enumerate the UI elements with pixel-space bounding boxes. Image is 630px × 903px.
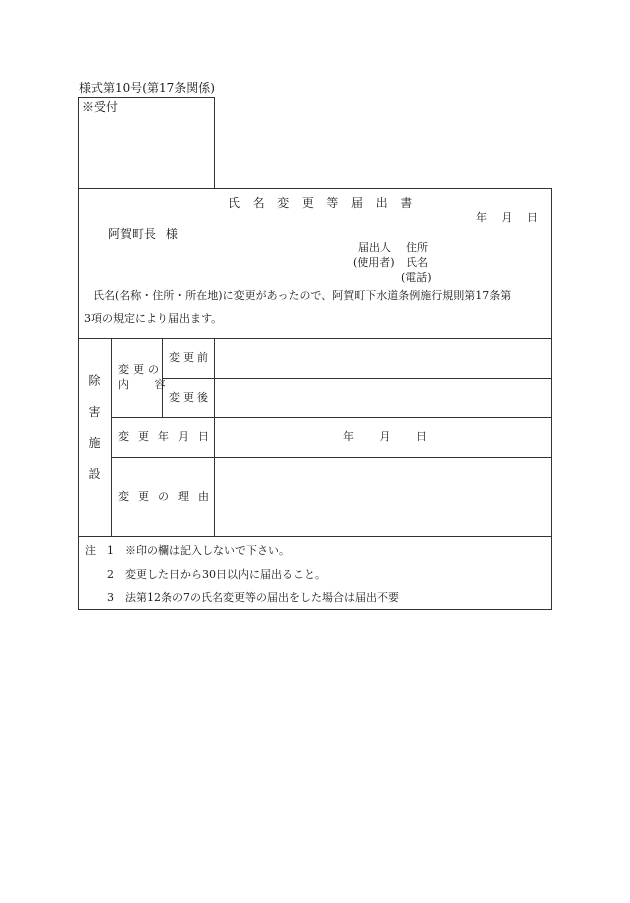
phone-label: (電話): [401, 271, 432, 284]
notes-top-rule: [78, 536, 552, 537]
address-label: 住所: [406, 241, 428, 254]
reason-label: 変更の理由: [118, 490, 218, 503]
applicant-label: 届出人: [358, 241, 391, 254]
facility-column-rule: [111, 338, 112, 536]
date-line: 年 月 日: [476, 211, 538, 224]
form-title: 氏名変更等届出書: [228, 196, 425, 210]
change-content-label-2: 内 容: [118, 378, 170, 391]
facility-label: 除害施設: [87, 374, 101, 499]
receipt-box: [78, 97, 215, 189]
note-number: 1: [107, 544, 114, 557]
change-date-label: 変更年月日: [118, 430, 218, 443]
notes-prefix: 注: [85, 544, 96, 557]
before-after-rule: [162, 378, 552, 379]
change-date-value: 年 月 日: [343, 430, 427, 443]
name-label: 氏名: [406, 256, 428, 269]
body-text-line1: 氏名(名称・住所・所在地)に変更があったので、阿賀町下水道条例施行規則第17条第: [93, 289, 512, 302]
after-label: 変更後: [169, 391, 211, 404]
note-text: ※印の欄は記入しないで下さい。: [125, 544, 290, 557]
table-top-rule: [78, 338, 552, 339]
body-text-line2: 3項の規定により届出ます。: [84, 312, 223, 325]
note-text: 法第12条の7の氏名変更等の届出をした場合は届出不要: [125, 591, 399, 604]
user-label: (使用者): [353, 256, 395, 269]
form-number: 様式第10号(第17条関係): [79, 81, 215, 95]
before-label: 変更前: [169, 351, 211, 364]
note-number: 3: [107, 591, 114, 604]
change-content-label-1: 変更の: [118, 363, 163, 376]
note-number: 2: [107, 568, 114, 581]
date-row-top-rule: [111, 417, 552, 418]
receipt-label: ※受付: [82, 100, 119, 114]
addressee: 阿賀町長 様: [108, 227, 178, 241]
reason-row-top-rule: [111, 457, 552, 458]
note-text: 変更した日から30日以内に届出ること。: [125, 568, 326, 581]
